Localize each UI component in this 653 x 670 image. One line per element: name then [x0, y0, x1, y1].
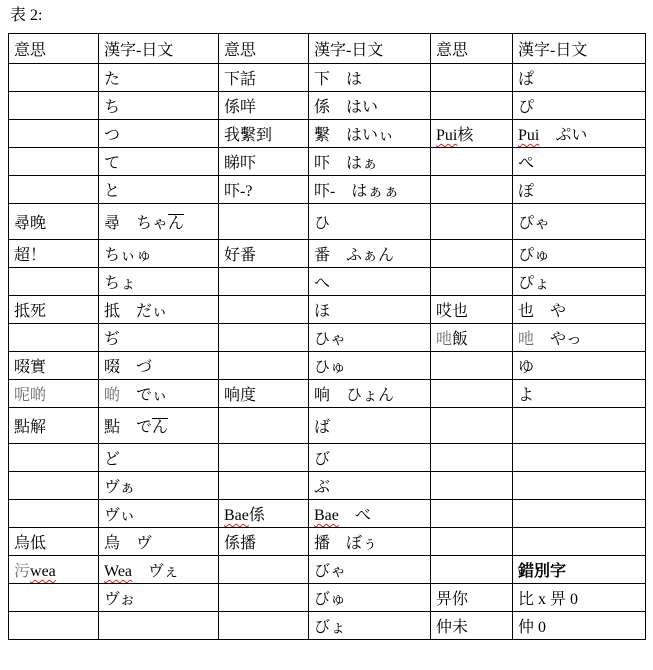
cell-text: 睇吓	[224, 155, 257, 173]
table-row	[9, 380, 646, 408]
cell-text: 比 x 畀 0	[518, 591, 579, 609]
cell-text: 係播	[224, 535, 257, 553]
cell-text: て	[104, 155, 121, 173]
table-cell	[431, 64, 513, 92]
table-cell	[99, 240, 219, 268]
table-cell	[431, 584, 513, 612]
cell-text: 點 で	[104, 419, 153, 437]
cell-text: ぴ	[518, 99, 535, 117]
table-cell	[309, 380, 431, 408]
cell-text: ひ	[314, 215, 331, 233]
table-row	[9, 528, 646, 556]
table-cell	[99, 528, 219, 556]
cell-text: 吔	[436, 331, 453, 349]
table-cell	[9, 92, 99, 120]
table-cell	[219, 472, 309, 500]
cell-text: 也 や	[518, 303, 567, 321]
table-cell	[431, 324, 513, 352]
table-cell	[431, 380, 513, 408]
cell-text: 仲未	[436, 619, 469, 637]
table-cell	[309, 64, 431, 92]
cell-text: 污	[14, 563, 31, 581]
cell-text: ちょ	[104, 275, 137, 293]
table-cell	[219, 528, 309, 556]
table-cell	[9, 612, 99, 640]
table-cell	[513, 64, 646, 92]
table-cell	[513, 324, 646, 352]
cell-text: 吓-?	[224, 183, 253, 201]
cell-text: ゆ	[518, 359, 535, 377]
table-cell	[309, 296, 431, 324]
cell-text: ひゅ	[314, 359, 347, 377]
cell-text: びょ	[314, 619, 347, 637]
table-cell	[99, 324, 219, 352]
table-cell	[431, 528, 513, 556]
table-cell	[431, 500, 513, 528]
table-cell	[99, 444, 219, 472]
table-cell	[431, 472, 513, 500]
table-cell	[309, 584, 431, 612]
cell-text: でぃ	[120, 387, 168, 405]
table-cell	[513, 380, 646, 408]
table-cell	[219, 120, 309, 148]
table-cell	[9, 240, 99, 268]
cell-text: 啜 づ	[104, 359, 153, 377]
table-row	[9, 408, 646, 444]
table-cell	[99, 612, 219, 640]
cell-text: 烏 ヴ	[104, 535, 153, 553]
header-cell: 漢字-日文	[309, 34, 431, 64]
cell-text: ヴぉ	[104, 591, 136, 609]
cell-text: Wea	[104, 563, 133, 581]
cell-text: 係咩	[224, 99, 257, 117]
table-cell	[9, 352, 99, 380]
table-cell	[431, 240, 513, 268]
table-cell	[309, 408, 431, 444]
table-cell	[9, 556, 99, 584]
table-row	[9, 240, 646, 268]
table-row	[9, 352, 646, 380]
table-cell	[309, 148, 431, 176]
cell-text: ど	[104, 451, 121, 469]
table-row	[9, 120, 646, 148]
table-cell	[9, 176, 99, 204]
table-cell	[513, 148, 646, 176]
cell-text: Bae	[224, 507, 249, 525]
table-cell	[99, 296, 219, 324]
cell-text: ぷい	[539, 127, 588, 145]
cell-text: 係 はい	[314, 99, 379, 117]
table-cell	[431, 204, 513, 240]
cell-text: Bae	[314, 507, 339, 525]
table-cell	[9, 500, 99, 528]
cell-text: ヴぃ	[104, 507, 136, 525]
cell-text: 尋 ちゃ	[104, 215, 169, 233]
table-cell	[431, 612, 513, 640]
cell-text: ん	[168, 215, 185, 233]
cell-text: た	[104, 71, 121, 89]
table-row	[9, 472, 646, 500]
table-cell	[219, 500, 309, 528]
cell-text: ぴょ	[518, 275, 551, 293]
table-cell	[513, 584, 646, 612]
table-cell	[309, 324, 431, 352]
table-row	[9, 64, 646, 92]
table-row	[9, 324, 646, 352]
table-cell	[219, 352, 309, 380]
header-cell: 漢字-日文	[513, 34, 646, 64]
cell-text: ぶ	[314, 479, 331, 497]
table-cell	[219, 204, 309, 240]
table-cell	[9, 408, 99, 444]
table-cell	[9, 268, 99, 296]
cell-text: 响 ひょん	[314, 387, 395, 405]
table-cell	[219, 268, 309, 296]
table-cell	[9, 324, 99, 352]
table-cell	[99, 204, 219, 240]
table-cell	[219, 296, 309, 324]
table-row	[9, 268, 646, 296]
cell-text: 畀你	[436, 591, 469, 609]
table-cell	[513, 528, 646, 556]
table-cell	[513, 92, 646, 120]
table-cell	[99, 556, 219, 584]
table-cell	[9, 472, 99, 500]
cell-text: ひゃ	[314, 331, 347, 349]
cell-text: 呢啲	[14, 387, 47, 405]
cell-text: 啲	[104, 387, 121, 405]
header-row	[9, 34, 646, 64]
cell-text: 飯	[452, 331, 469, 349]
cell-text: 超！	[14, 247, 47, 265]
table-cell	[219, 92, 309, 120]
table-row	[9, 444, 646, 472]
header-cell: 意思	[9, 34, 99, 64]
table-cell	[309, 612, 431, 640]
table-cell	[219, 380, 309, 408]
cell-text: Pui	[518, 127, 540, 145]
table-cell	[219, 176, 309, 204]
table-cell	[431, 176, 513, 204]
table-cell	[99, 120, 219, 148]
cell-text: ヴぇ	[132, 563, 180, 581]
table-cell	[9, 148, 99, 176]
table-cell	[513, 120, 646, 148]
table-cell	[219, 148, 309, 176]
table-cell	[219, 584, 309, 612]
table-cell	[431, 408, 513, 444]
table-row	[9, 176, 646, 204]
table-cell	[219, 556, 309, 584]
table-cell	[9, 528, 99, 556]
cell-text: と	[104, 183, 121, 201]
cell-text: 番 ふぁん	[314, 247, 395, 265]
cell-text: 尋晚	[14, 215, 47, 233]
cell-text: ぴゃ	[518, 215, 551, 233]
cell-text: べ	[338, 507, 371, 525]
table-cell	[513, 296, 646, 324]
table-body	[9, 64, 646, 640]
table-cell	[431, 556, 513, 584]
table-cell	[99, 148, 219, 176]
table-cell	[513, 472, 646, 500]
table-cell	[219, 64, 309, 92]
table-cell	[99, 500, 219, 528]
table-cell	[9, 120, 99, 148]
table-cell	[431, 444, 513, 472]
table-cell	[513, 408, 646, 444]
table-cell	[309, 352, 431, 380]
table-cell	[431, 92, 513, 120]
cell-text: 吓 はぁ	[314, 155, 379, 173]
cell-text: ぺ	[518, 155, 535, 173]
cell-text: 吓- はぁぁ	[314, 183, 400, 201]
cell-text: ほ	[314, 303, 331, 321]
cell-text: ぴゅ	[518, 247, 551, 265]
cell-text: へ	[314, 275, 331, 293]
cell-text: 烏低	[14, 535, 47, 553]
table-cell	[513, 268, 646, 296]
table-cell	[99, 176, 219, 204]
table-cell	[99, 472, 219, 500]
table-cell	[9, 204, 99, 240]
cell-text: 下話	[224, 71, 257, 89]
cell-text: ち	[104, 99, 121, 117]
cell-text: びゅ	[314, 591, 347, 609]
table-row	[9, 556, 646, 584]
table-cell	[9, 296, 99, 324]
cell-text: ば	[314, 419, 331, 437]
cell-text: よ	[518, 387, 535, 405]
cell-text: 哎也	[436, 303, 469, 321]
cell-text: やっ	[534, 331, 583, 349]
table-cell	[431, 296, 513, 324]
cell-text: wea	[30, 563, 56, 581]
page-title: 表 2:	[10, 7, 43, 24]
cell-text: ぱ	[518, 71, 535, 89]
table-row	[9, 584, 646, 612]
table-cell	[431, 120, 513, 148]
table-cell	[99, 268, 219, 296]
cell-text: 仲 0	[518, 619, 547, 637]
table-cell	[309, 268, 431, 296]
cell-text: 播 ぼぅ	[314, 535, 379, 553]
cell-text: 响度	[224, 387, 257, 405]
cell-text: ん	[152, 419, 169, 437]
table-row	[9, 204, 646, 240]
table-cell	[219, 444, 309, 472]
cell-text: 抵 だぃ	[104, 303, 168, 321]
table-cell	[309, 528, 431, 556]
table-cell	[99, 380, 219, 408]
cell-text: Pui	[436, 127, 458, 145]
cell-text: ぽ	[518, 183, 535, 201]
cell-text: ヴぁ	[104, 479, 136, 497]
cell-text: 係	[248, 507, 265, 525]
table-cell	[513, 556, 646, 584]
cell-text: ぢ	[104, 331, 121, 349]
table-row	[9, 500, 646, 528]
cell-text: び	[314, 451, 331, 469]
table-row	[9, 148, 646, 176]
table-cell	[513, 176, 646, 204]
table-cell	[513, 612, 646, 640]
table-cell	[513, 500, 646, 528]
cell-text: つ	[104, 127, 121, 145]
table-cell	[309, 444, 431, 472]
cell-text: 啜實	[14, 359, 47, 377]
table-cell	[513, 204, 646, 240]
cell-text: ちぃゅ	[104, 247, 153, 265]
table-cell	[9, 380, 99, 408]
cell-text: 我繫到	[224, 127, 273, 145]
table-cell	[99, 352, 219, 380]
table-cell	[431, 352, 513, 380]
table-cell	[9, 444, 99, 472]
table-cell	[99, 408, 219, 444]
table-cell	[309, 556, 431, 584]
table-cell	[309, 500, 431, 528]
table-row	[9, 612, 646, 640]
cell-text: 點解	[14, 419, 47, 437]
cell-text: 錯別字	[518, 563, 567, 581]
header-cell: 漢字-日文	[99, 34, 219, 64]
table-cell	[219, 408, 309, 444]
table-cell	[309, 176, 431, 204]
table-row	[9, 296, 646, 324]
vocab-table	[8, 33, 646, 640]
cell-text: 核	[457, 127, 474, 145]
table-header	[9, 34, 646, 64]
table-cell	[219, 324, 309, 352]
cell-text: 繫 はいぃ	[314, 127, 395, 145]
cell-text: 好番	[224, 247, 257, 265]
cell-text: 抵死	[14, 303, 47, 321]
table-cell	[431, 148, 513, 176]
table-cell	[431, 268, 513, 296]
cell-text: びゃ	[314, 563, 347, 581]
table-cell	[309, 240, 431, 268]
table-cell	[9, 64, 99, 92]
table-cell	[219, 612, 309, 640]
table-cell	[309, 120, 431, 148]
table-cell	[513, 444, 646, 472]
cell-text: 下 は	[314, 71, 363, 89]
table-cell	[513, 240, 646, 268]
table-cell	[99, 92, 219, 120]
table-cell	[99, 584, 219, 612]
header-cell: 意思	[219, 34, 309, 64]
table-cell	[309, 92, 431, 120]
header-cell: 意思	[431, 34, 513, 64]
cell-text: 吔	[518, 331, 535, 349]
table-cell	[219, 240, 309, 268]
table-cell	[9, 584, 99, 612]
table-cell	[99, 64, 219, 92]
table-cell	[309, 204, 431, 240]
table-cell	[513, 352, 646, 380]
table-cell	[309, 472, 431, 500]
table-row	[9, 92, 646, 120]
